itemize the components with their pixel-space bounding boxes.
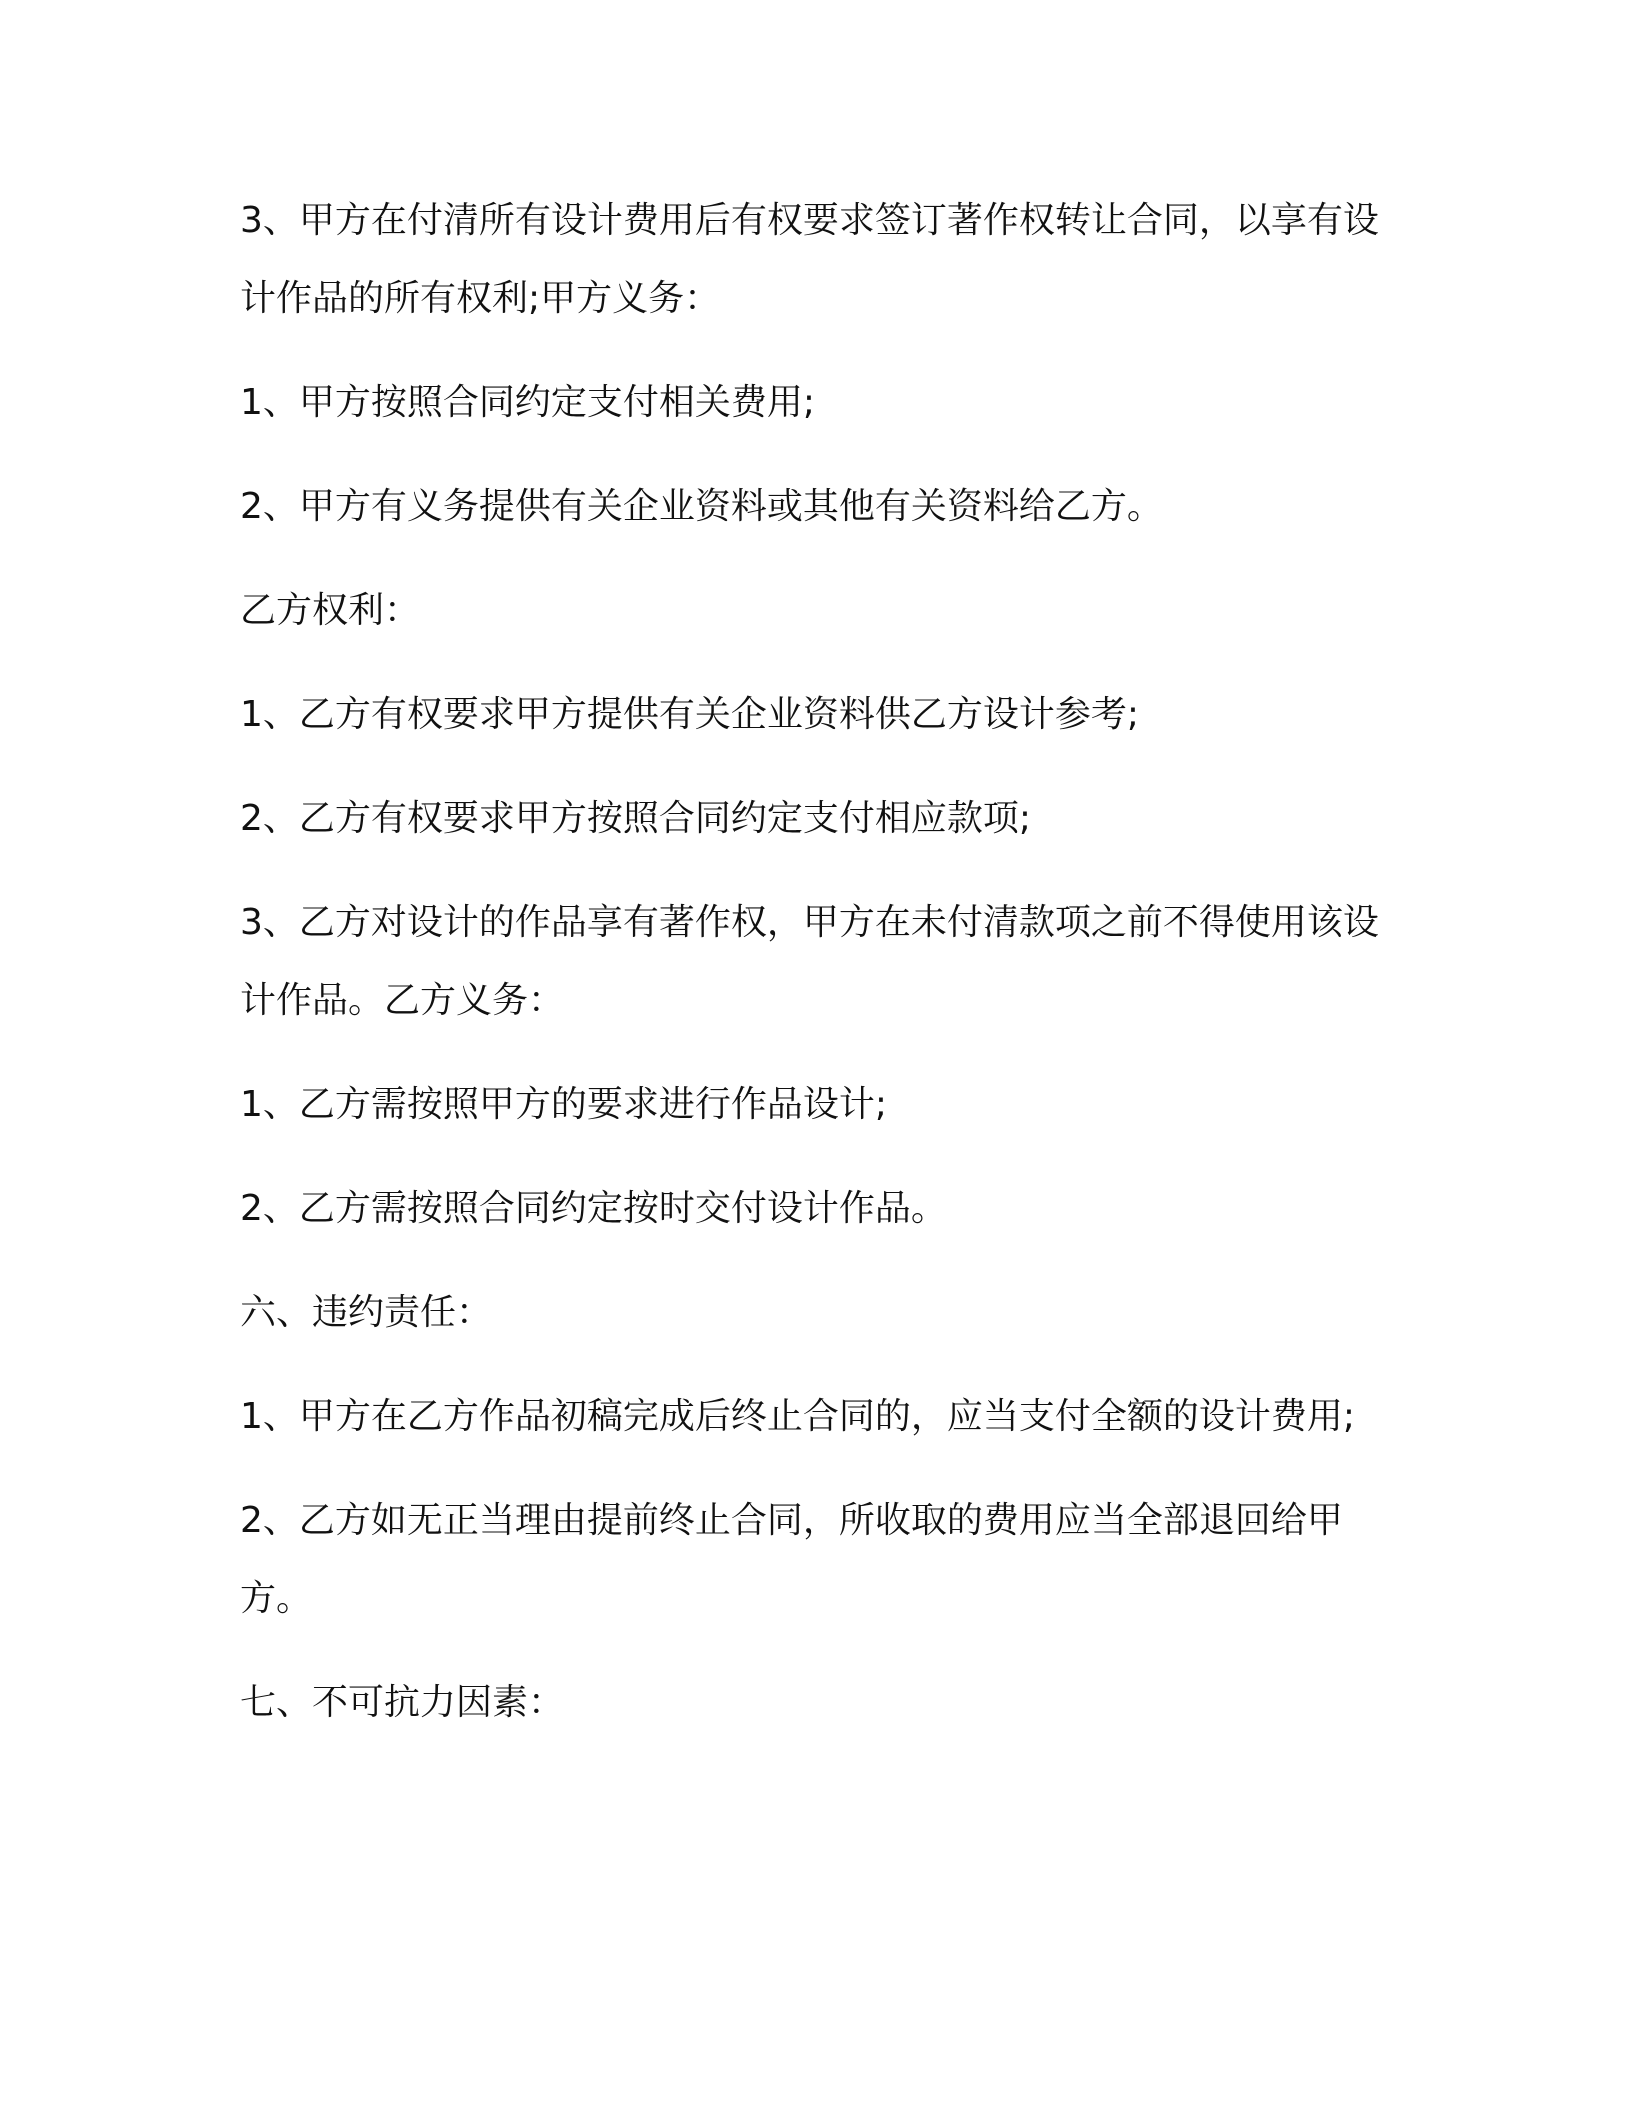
paragraph: 2、乙方如无正当理由提前终止合同，所收取的费用应当全部退回给甲方。 <box>240 1500 1343 1619</box>
paragraph: 2、乙方有权要求甲方按照合同约定支付相应款项; <box>240 798 1032 839</box>
paragraph: 1、乙方需按照甲方的要求进行作品设计; <box>240 1084 888 1125</box>
paragraph: 2、乙方需按照合同约定按时交付设计作品。 <box>240 1188 947 1229</box>
section-heading: 七、不可抗力因素： <box>240 1682 565 1723</box>
paragraph: 3、乙方对设计的作品享有著作权，甲方在未付清款项之前不得使用该设计作品。乙方义务： <box>240 902 1379 1021</box>
paragraph: 2、甲方有义务提供有关企业资料或其他有关资料给乙方。 <box>240 486 1163 527</box>
paragraph: 1、乙方有权要求甲方提供有关企业资料供乙方设计参考; <box>240 694 1140 735</box>
section-heading: 乙方权利： <box>240 590 421 631</box>
paragraph: 3、甲方在付清所有设计费用后有权要求签订著作权转让合同，以享有设计作品的所有权利;甲方义务： <box>240 200 1379 319</box>
paragraph: 1、甲方在乙方作品初稿完成后终止合同的，应当支付全额的设计费用; <box>240 1396 1356 1437</box>
document-body <box>240 182 1400 1768</box>
paragraph: 1、甲方按照合同约定支付相关费用; <box>240 382 816 423</box>
section-heading: 六、违约责任： <box>240 1292 493 1333</box>
